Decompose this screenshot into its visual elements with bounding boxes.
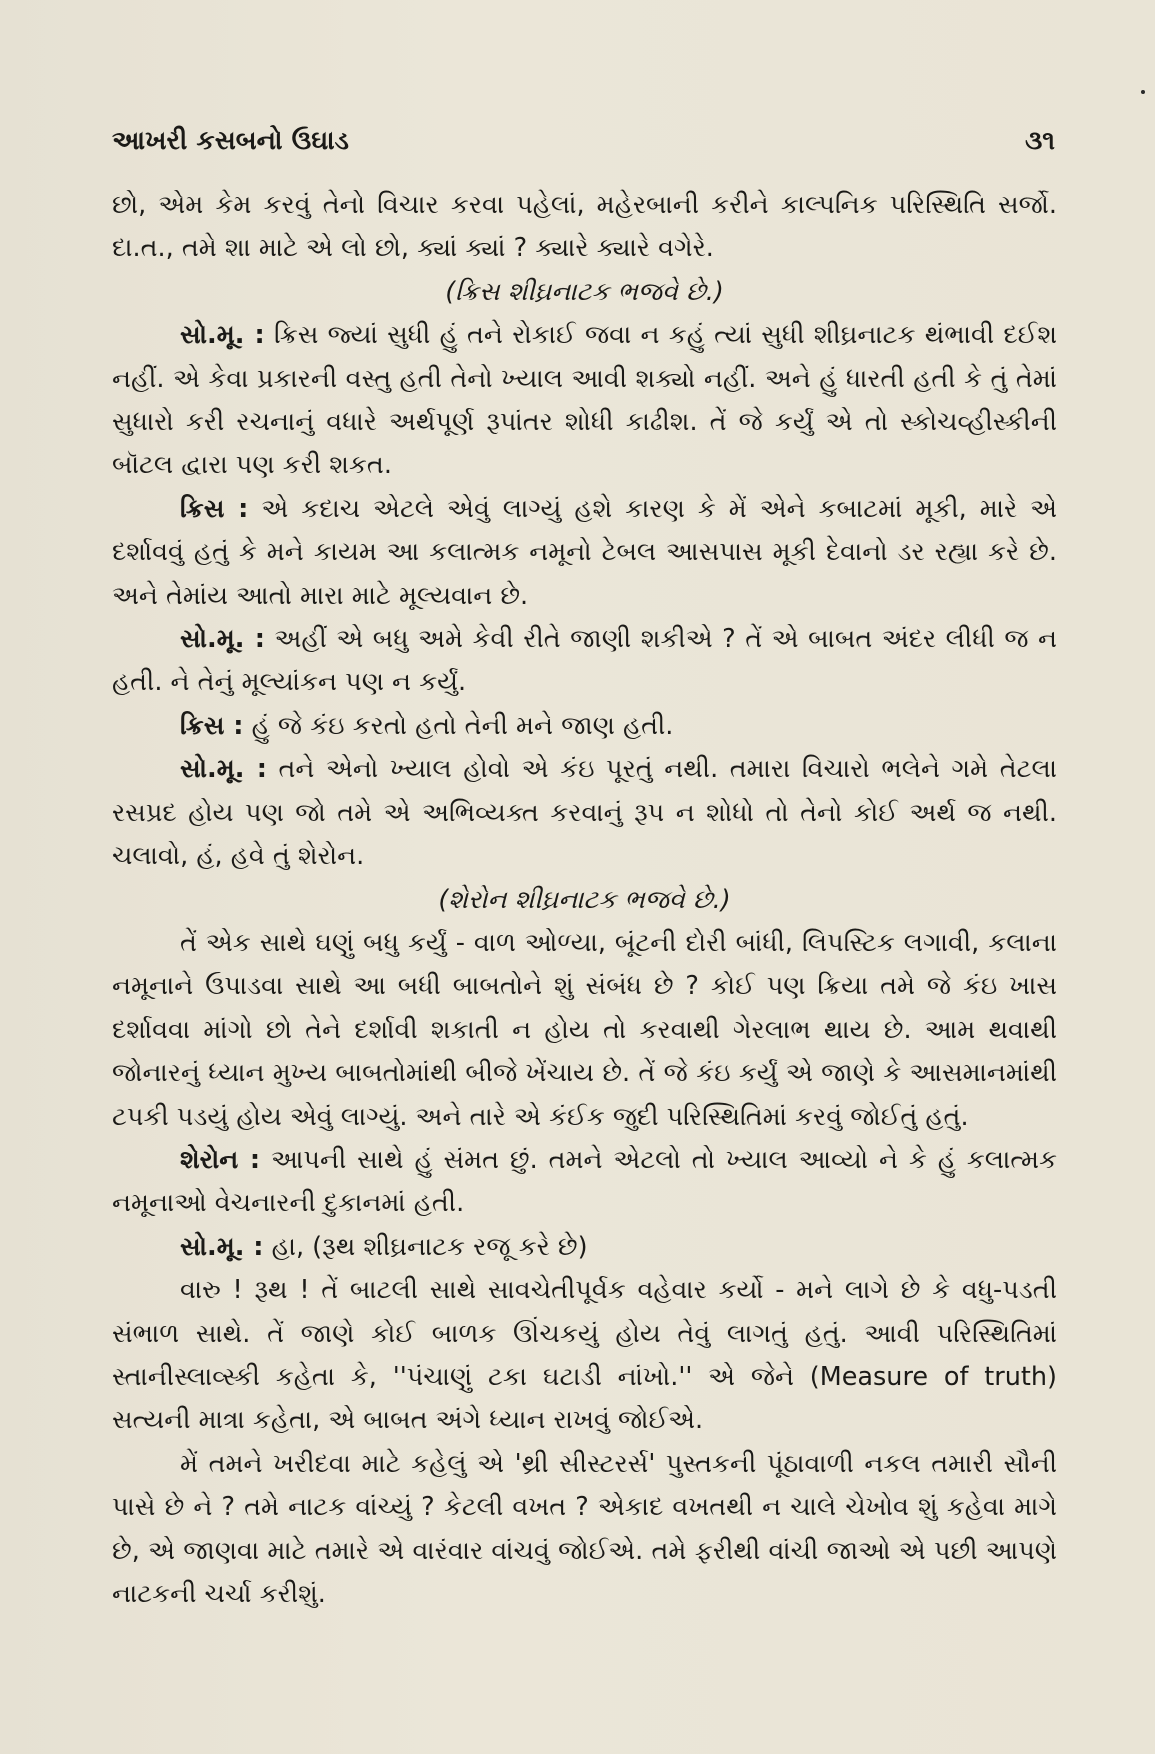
running-header [112, 126, 1055, 157]
speaker-label: સો.મૂ. : [180, 624, 265, 655]
speaker-label: સો.મૂ. : [180, 1231, 264, 1262]
dialogue-text: આપની સાથે હું સંમત છું. તમને એટલો તો ખ્યાલ આવ્યો ને કે હું કલાત્મક નમૂનાઓ વેચનારની દુકાનમાં હતી. [112, 1144, 1057, 1219]
stage-direction-text: (ક્રિસ શીઘ્રનાટક ભજવે છે.) [445, 276, 724, 307]
dialogue-paragraph [112, 748, 1057, 878]
speaker-label: શેરોન : [180, 1144, 261, 1175]
body-text [112, 184, 1057, 1616]
dialogue-paragraph [112, 618, 1057, 705]
speaker-label: સો.મૂ. : [180, 320, 265, 351]
narrative-paragraph [112, 922, 1057, 1139]
stage-direction-text: (શેરોન શીઘ્રનાટક ભજવે છે.) [438, 884, 731, 915]
dialogue-paragraph [112, 488, 1057, 618]
narrative-paragraph [112, 1269, 1057, 1443]
dialogue-text: એ કદાચ એટલે એવું લાગ્યું હશે કારણ કે મેં એને કબાટમાં મૂકી, મારે એ દર્શાવવું હતું કે મને કાયમ આ કલાત્મક નમૂનો ટેબલ આસપાસ મૂકી દેવાનો ડર રહ્યા કરે છે. અને તેમાંય આતો મારા માટે મૂલ્યવાન છે. [112, 493, 1058, 611]
dialogue-text: ક્રિસ જ્યાં સુધી હું તને રોકાઈ જવા ન કહું ત્યાં સુધી શીઘ્રનાટક થંભાવી દઈશ નહીં. એ કેવા પ્રકારની વસ્તુ હતી તેનો ખ્યાલ આવી શક્યો નહીં. અને હું ધારતી હતી કે તું તેમાં સુધારો કરી રચનાનું વધારે અર્થપૂર્ણ રૂપાંતર શોધી કાઢીશ. તેં જે કર્યું એ તો સ્કોચવ્હીસ્કીની બૉટલ દ્વારા પણ કરી શકત. [112, 320, 1057, 481]
dialogue-paragraph [112, 314, 1057, 488]
speaker-label: ક્રિસ : [180, 493, 249, 524]
speaker-label: સો.મૂ. : [180, 754, 267, 785]
page-number: ૩૧ [1024, 126, 1055, 156]
dialogue-text: હા, (રૂથ શીઘ્રનાટક રજૂ કરે છે) [271, 1231, 588, 1262]
dialogue-paragraph [112, 705, 1057, 748]
dialogue-paragraph [112, 1226, 1057, 1269]
narrative-paragraph [112, 1443, 1057, 1617]
paragraph-text: મેં તમને ખરીદવા માટે કહેલું એ 'થ્રી સીસ્ટરર્સ' પુસ્તકની પૂંઠાવાળી નકલ તમારી સૌની પાસે છે ને ? તમે નાટક વાંચ્યું ? કેટલી વખત ? એકાદ વખતથી ન ચાલે ચેખોવ શું કહેવા માગે છે, એ જાણવા માટે તમારે એ વારંવાર વાંચવું જોઈએ. તમે ફરીથી વાંચી જાઓ એ પછી આપણે નાટકની ચર્ચા કરીશું. [112, 1448, 1057, 1609]
speaker-label: ક્રિસ : [180, 710, 244, 741]
paragraph-continuation [112, 184, 1057, 271]
dialogue-text: તને એનો ખ્યાલ હોવો એ કંઇ પૂરતું નથી. તમારા વિચારો ભલેને ગમે તેટલા રસપ્રદ હોય પણ જો તમે એ અભિવ્યક્ત કરવાનું રૂપ ન શોધો તો તેનો કોઈ અર્થ જ નથી. ચલાવો, હં, હવે તું શેરોન. [112, 754, 1058, 872]
edge-ink-mark [1141, 90, 1145, 94]
paragraph-text: વારુ ! રૂથ ! તેં બાટલી સાથે સાવચેતીપૂર્વક વહેવાર કર્યો - મને લાગે છે કે વધુ-પડતી સંભાળ સાથે. તેં જાણે કોઈ બાળક ઊંચકયું હોય તેવું લાગતું હતું. આવી પરિસ્થિતિમાં સ્તાનીસ્લાવ્સ્કી કહેતા કે, ''પંચાણું ટકા ઘટાડી નાંખો.'' એ જેને (Measure of truth) સત્યની માત્રા કહેતા, એ બાબત અંગે ધ્યાન રાખવું જોઈએ. [112, 1275, 1057, 1436]
dialogue-paragraph [112, 1139, 1057, 1226]
stage-direction [112, 271, 1057, 314]
stage-direction [112, 879, 1057, 922]
dialogue-text: હું જે કંઇ કરતો હતો તેની મને જાણ હતી. [251, 710, 674, 741]
paragraph-text: તેં એક સાથે ઘણું બધુ કર્યું - વાળ ઓળ્યા, બૂંટની દોરી બાંધી, લિપસ્ટિક લગાવી, કલાના નમૂનાને ઉપાડવા સાથે આ બધી બાબતોને શું સંબંધ છે ? કોઈ પણ ક્રિયા તમે જે કંઇ ખાસ દર્શાવવા માંગો છો તેને દર્શાવી શકાતી ન હોય તો કરવાથી ગેરલાભ થાય છે. આમ થવાથી જોનારનું ધ્યાન મુખ્ય બાબતોમાંથી બીજે ખેંચાય છે. તેં જે કંઇ કર્યું એ જાણે કે આસમાનમાંથી ટપકી પડયું હોય એવું લાગ્યું. અને તારે એ કંઈક જુદી પરિસ્થિતિમાં કરવું જોઈતું હતું. [112, 927, 1057, 1132]
chapter-title: આખરી કસબનો ઉઘાડ [112, 126, 349, 156]
paragraph-text: છો, એમ કેમ કરવું તેનો વિચાર કરવા પહેલાં, મહેરબાની કરીને કાલ્પનિક પરિસ્થિતિ સર્જો. દા.ત., તમે શા માટે એ લો છો, ક્યાં ક્યાં ? ક્યારે ક્યારે વગેરે. [112, 190, 1057, 264]
dialogue-text: અહીં એ બધુ અમે કેવી રીતે જાણી શકીએ ? તેં એ બાબત અંદર લીધી જ ન હતી. ને તેનું મૂલ્યાંકન પણ ન કર્યું. [112, 624, 1058, 698]
